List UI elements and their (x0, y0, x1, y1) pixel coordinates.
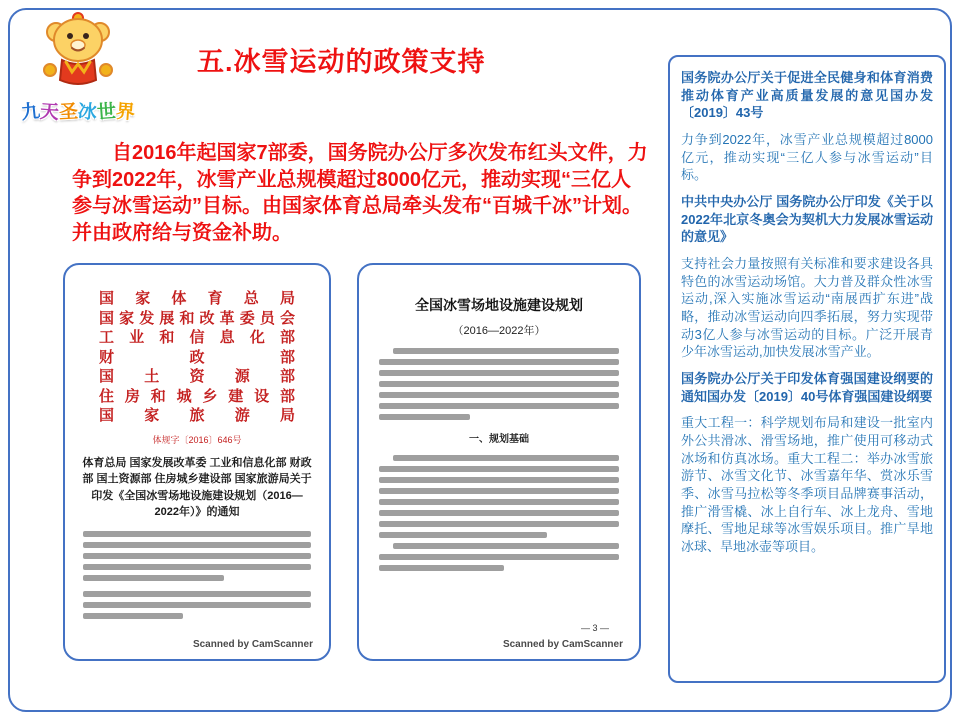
ministry-line: 国家旅游局 (99, 407, 295, 424)
doc-body-placeholder (83, 591, 310, 619)
policy-heading: 国务院办公厅关于促进全民健身和体育消费推动体育产业高质量发展的意见国办发〔2019〕43号 (681, 70, 933, 121)
ministry-line: 国家发展和改革委员会 (99, 309, 295, 327)
page-title: 五.冰雪运动的政策支持 (197, 47, 486, 77)
plan-subtitle: （2016—2022年） (452, 325, 546, 337)
ministry-line: 住房和城乡建设部 (99, 387, 295, 405)
brand-char: 界 (115, 101, 136, 124)
scanned-doc-notice (63, 263, 331, 661)
brand-char: 圣 (58, 101, 79, 124)
doc-body-placeholder (83, 531, 310, 581)
intro-paragraph: 自2016年起国家7部委，国务院办公厅多次发布红头文件，力争到2022年，冰雪产业总规模超过8000亿元，推动实现“三亿人参与冰雪运动”目标。由国家体育总局牵头发布“百城千冰”计划。并由政府给与资金补助。 (72, 142, 648, 244)
ministry-line: 财政部 (99, 348, 295, 366)
doc-body-placeholder (379, 455, 620, 571)
brand-char: 天 (39, 101, 60, 124)
brand-logo (12, 8, 144, 124)
notice-title: 体育总局 国家发展改革委 工业和信息化部 财政部 国土资源部 住房城乡建设部 国家旅游局关于印发《全国冰雪场地设施建设规划（2016—2022年）》的通知 (82, 456, 312, 518)
scan-watermark: Scanned by CamScanner (192, 639, 313, 650)
brand-char: 九 (20, 101, 42, 124)
brand-char: 冰 (76, 101, 98, 124)
policy-heading: 国务院办公厅关于印发体育强国建设纲要的通知国办发〔2019〕40号体育强国建设纲要 (681, 371, 933, 404)
ministry-line: 国土资源部 (99, 368, 295, 385)
brand-char: 世 (96, 101, 117, 124)
mascot-icon (36, 8, 120, 90)
doc-ref-number: 体规字〔2016〕646号 (152, 434, 242, 445)
policy-panel (668, 55, 946, 683)
ministry-line: 国家体育总局 (99, 290, 295, 307)
doc-body-placeholder (379, 348, 620, 420)
policy-text: 重大工程一：科学规划布局和建设一批室内外公共滑冰、滑雪场地，推广使用可移动式冰场和仿真冰场。重大工程二：举办冰雪旅游节、冰雪文化节、冰雪嘉年华、赏冰乐雪季、冰雪马拉松等冬季项目品牌赛事活动，推广滑雪橇、冰上自行车、冰上龙舟、雪地摩托、雪地足球等冰雪娱乐项目。推广旱地冰球、旱地冰壶等项目。 (681, 415, 933, 555)
page-number: — 3 — (580, 623, 609, 633)
scanned-doc-plan (357, 263, 641, 661)
plan-section-heading: 一、规划基础 (469, 434, 529, 445)
ministry-header (99, 289, 295, 426)
ministry-line: 工业和信息化部 (99, 329, 295, 346)
policy-text: 力争到2022年，冰雪产业总规模超过8000亿元，推动实现“三亿人参与冰雪运动”目标。 (681, 132, 933, 183)
scan-watermark: Scanned by CamScanner (502, 639, 623, 650)
policy-heading: 中共中央办公厅 国务院办公厅印发《关于以2022年北京冬奥会为契机大力发展冰雪运动的意见》 (681, 194, 933, 245)
policy-text: 支持社会力量按照有关标准和要求建设各具特色的冰雪运动场馆。大力普及群众性冰雪运动,深入实施冰雪运动“南展西扩东进”战略，推动冰雪运动向四季拓展，努力实现带动3亿人参与冰雪运动的目标。广泛开展青少年冰雪运动,加快发展冰雪产业。 (681, 256, 933, 360)
brand-text (12, 97, 144, 124)
plan-title: 全国冰雪场地设施建设规划 (415, 297, 583, 313)
